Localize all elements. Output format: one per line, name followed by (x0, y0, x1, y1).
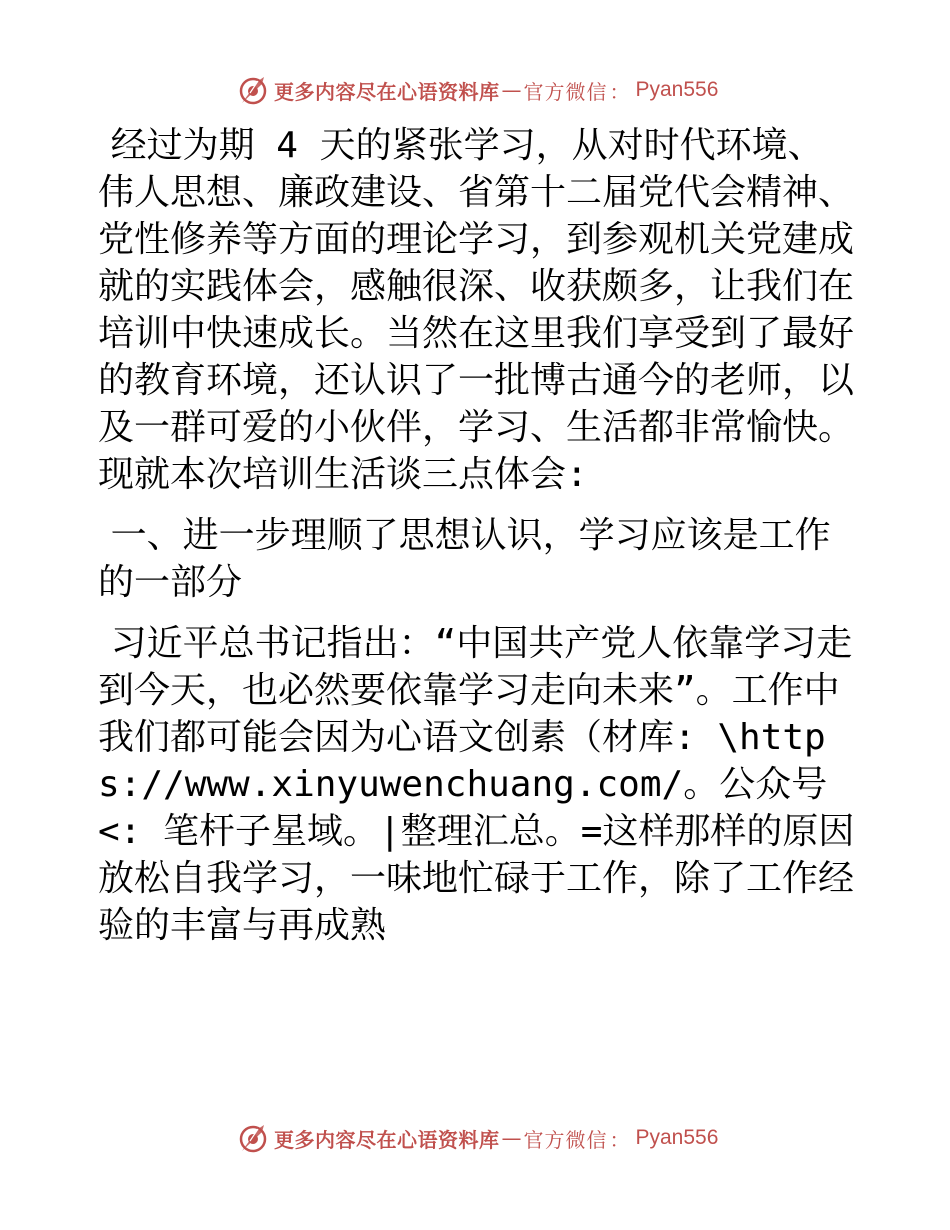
watermark-wechat-id: Pyan556 (635, 78, 719, 101)
watermark-colon: ： (609, 79, 630, 104)
body-paragraph-2: 习近平总书记指出：“中国共产党人依靠学习走到今天，也必然要依靠学习走向未来”。工作中我们都可能会因为心语文创素（材库: \https://www.xinyuwenchuang.com/。公众号<: 笔杆子星域。|整理汇总。=这样那样的原因放松自我学习，一味地忙碌于工作，除了工作经验的丰富与再成熟 (98, 623, 855, 946)
quill-pen-logo-icon (236, 73, 270, 107)
watermark-site-text: 更多内容尽在心语资料库 (274, 79, 500, 104)
header-watermark (236, 72, 718, 108)
watermark-site-text: 更多内容尽在心语资料库 (274, 1127, 500, 1152)
document-body (98, 122, 858, 949)
watermark-wechat-label: 官方微信 (523, 79, 608, 104)
watermark-separator: — (501, 1126, 522, 1150)
body-paragraph-1: 经过为期 4 天的紧张学习，从对时代环境、伟人思想、廉政建设、省第十二届党代会精神、党性修养等方面的理论学习，到参观机关党建成就的实践体会，感触很深、收获颇多，让我们在培训中快速成长。当然在这里我们享受到了最好的教育环境，还认识了一批博古通今的老师，以及一群可爱的小伙伴，学习、生活都非常愉快。现就本次培训生活谈三点体会: (98, 125, 855, 495)
quill-pen-logo-icon (236, 1121, 270, 1155)
footer-watermark (236, 1120, 718, 1156)
watermark-wechat-id: Pyan556 (635, 1126, 719, 1149)
watermark-colon: ： (609, 1127, 630, 1152)
watermark-separator: — (501, 78, 522, 102)
section-heading-1: 一、进一步理顺了思想认识，学习应该是工作的一部分 (98, 515, 831, 603)
watermark-wechat-label: 官方微信 (523, 1127, 608, 1152)
